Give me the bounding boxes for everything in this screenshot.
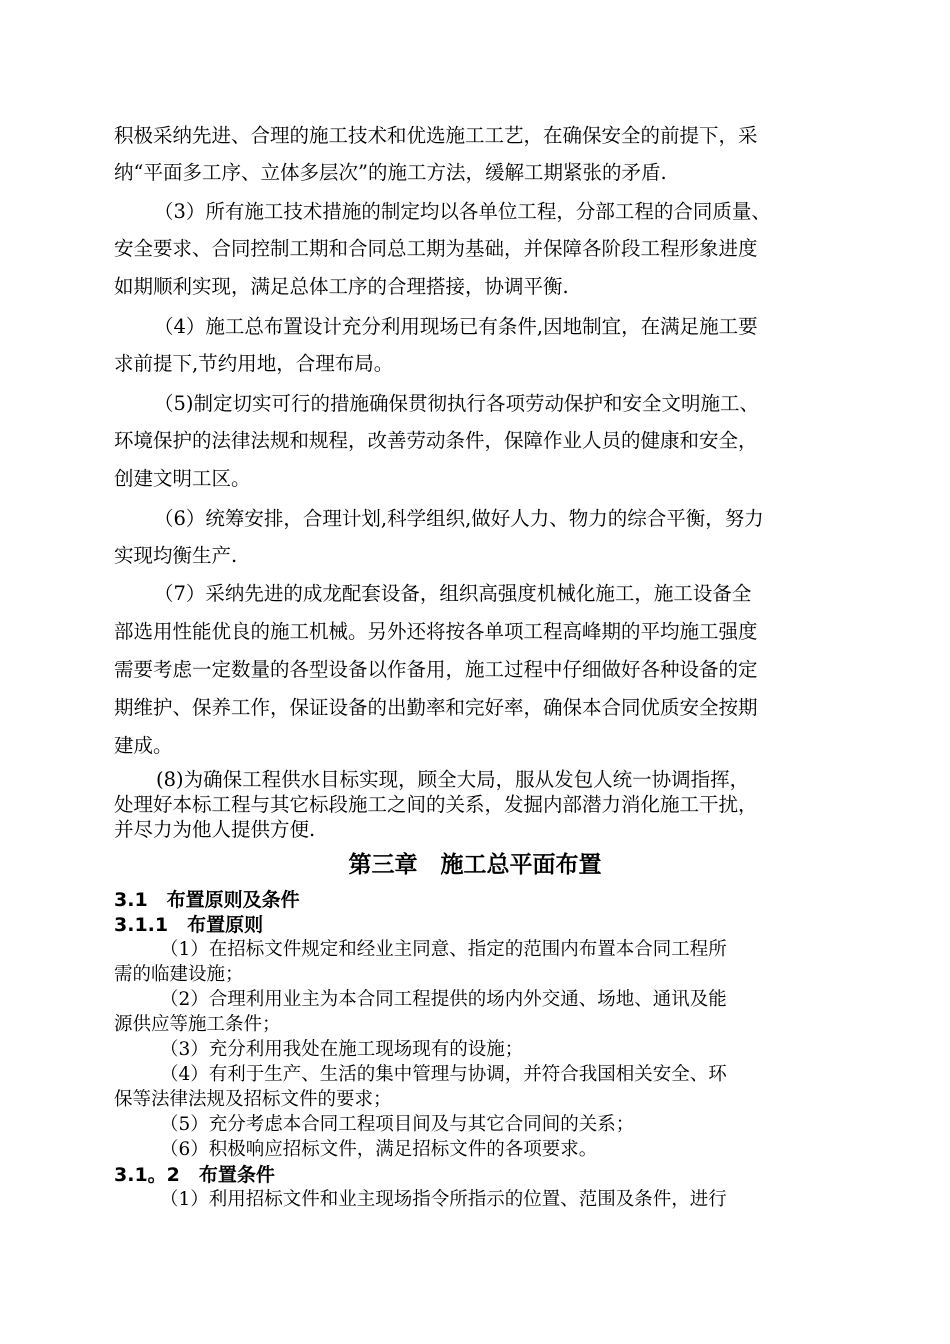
body-line: 建成。 [114,734,173,757]
chapter-title: 第三章 施工总平面布置 [348,852,602,878]
principle-line: 需的临建设施； [114,964,244,985]
body-line: 积极采纳先进、合理的施工技术和优选施工工艺，在确保安全的前提下，采 [114,124,758,147]
principle-line: （2）合理利用业主为本合同工程提供的场内外交通、场地、通讯及能 [160,989,727,1010]
body-line: （6）统筹安排，合理计划,科学组织,做好人力、物力的综合平衡，努力 [154,507,764,530]
body-line: 创建文明工区。 [114,467,251,490]
body-line: 部选用性能优良的施工机械。另外还将按各单项工程高峰期的平均施工强度 [114,620,758,643]
principle-line: 保等法律法规及招标文件的要求； [114,1089,392,1110]
body-line: （5)制定切实可行的措施确保贯彻执行各项劳动保护和安全文明施工、 [154,392,760,415]
principle-line: （3）充分利用我处在施工现场现有的设施； [160,1039,524,1060]
body-line: 期维护、保养工作，保证设备的出勤率和完好率，确保本合同优质安全按期 [114,696,758,719]
section-heading-3-1-1: 3.1.1 布置原则 [114,914,264,936]
body-line: 纳“平面多工序、立体多层次”的施工方法，缓解工期紧张的矛盾. [114,161,667,184]
body-line: 安全要求、合同控制工期和合同总工期为基础，并保障各阶段工程形象进度 [114,237,758,260]
body-line: （7）采纳先进的成龙配套设备，组织高强度机械化施工，施工设备全 [154,582,752,605]
body-line: (8)为确保工程供水目标实现，顾全大局，服从发包人统一协调指挥， [156,768,750,791]
body-line: 需要考虑一定数量的各型设备以作备用，施工过程中仔细做好各种设备的定 [114,658,758,681]
condition-line: （1）利用招标文件和业主现场指令所指示的位置、范围及条件，进行 [160,1189,727,1210]
principle-line: （6）积极响应招标文件，满足招标文件的各项要求。 [160,1139,598,1160]
principle-line: （4）有利于生产、生活的集中管理与协调，并符合我国相关安全、环 [160,1064,727,1085]
section-heading-3-1-2: 3.1。2 布置条件 [114,1164,275,1186]
principle-line: （1）在招标文件规定和经业主同意、指定的范围内布置本合同工程所 [160,939,727,960]
body-line: 求前提下,节约用地，合理布局。 [114,352,394,375]
principle-line: （5）充分考虑本合同工程项目间及与其它合同间的关系； [160,1114,635,1135]
body-line: （3）所有施工技术措施的制定均以各单位工程，分部工程的合同质量、 [154,200,771,223]
body-line: （4）施工总布置设计充分利用现场已有条件,因地制宜，在满足施工要 [154,315,758,338]
body-line: 环境保护的法律法规和规程，改善劳动条件，保障作业人员的健康和安全， [114,429,758,452]
body-line: 处理好本标工程与其它标段施工之间的关系，发掘内部潜力消化施工干扰， [114,793,758,816]
body-line: 并尽力为他人提供方便. [114,818,316,841]
body-line: 实现均衡生产. [114,544,238,567]
body-line: 如期顺利实现，满足总体工序的合理搭接，协调平衡. [114,275,569,298]
principle-line: 源供应等施工条件； [114,1014,281,1035]
section-heading-3-1: 3.1 布置原则及条件 [114,889,300,911]
